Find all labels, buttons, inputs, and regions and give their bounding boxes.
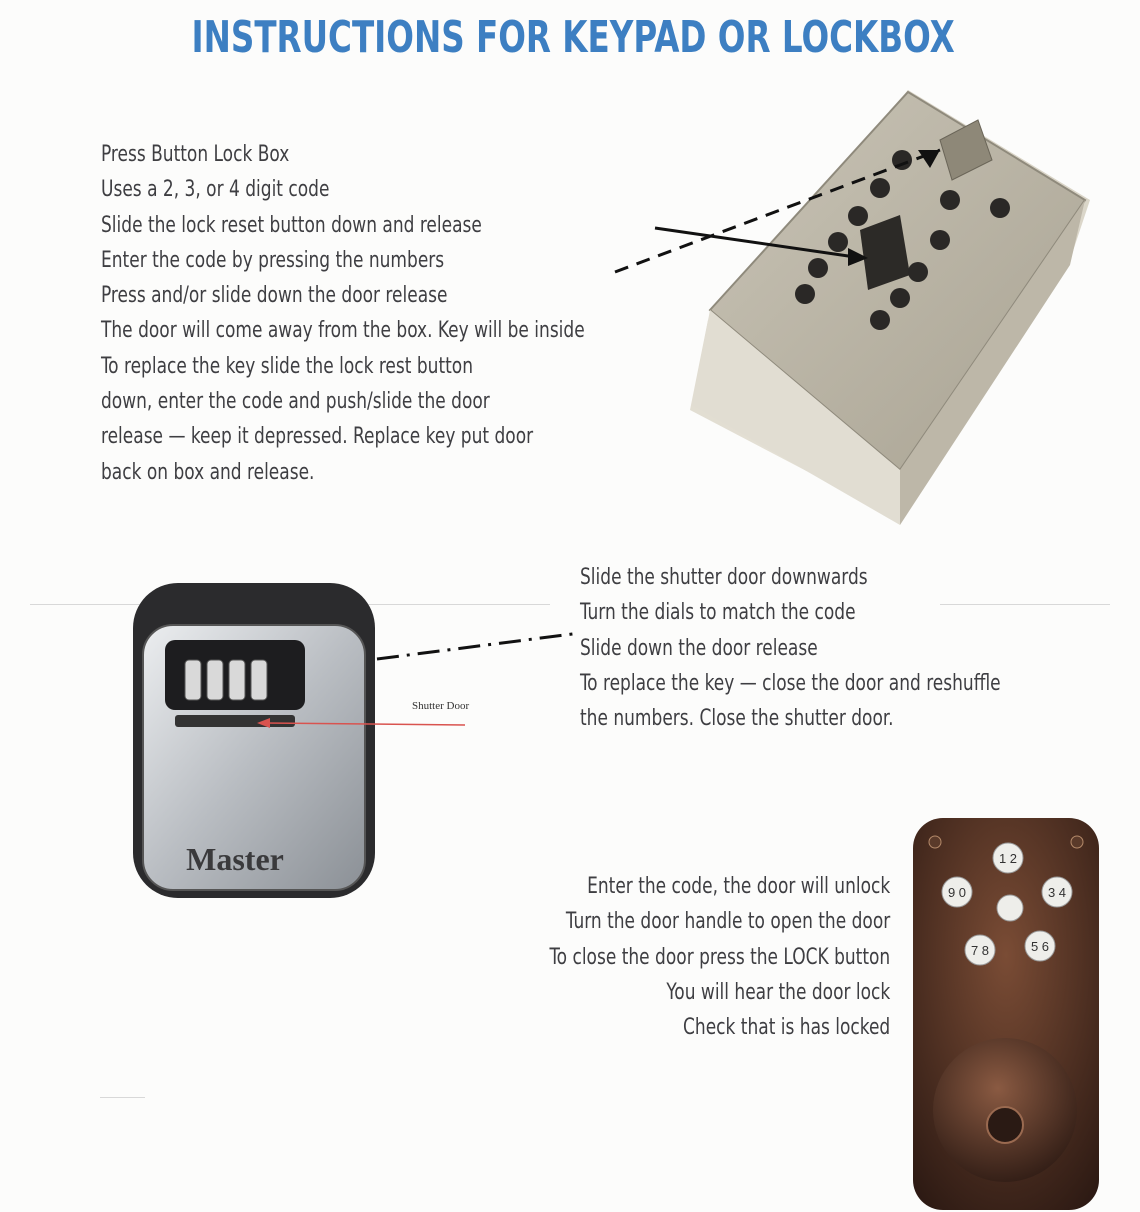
- instruction-line: To replace the key slide the lock rest button: [101, 353, 473, 379]
- push-button-instructions: [101, 137, 585, 490]
- instruction-line: Slide the shutter door downwards: [580, 565, 868, 590]
- push-button-lockbox-image: [600, 80, 1100, 530]
- instruction-line: Slide the lock reset button down and release: [101, 212, 482, 238]
- instruction-line: back on box and release.: [101, 459, 315, 485]
- keypad-button-56: 5 6: [1030, 939, 1050, 954]
- divider: [100, 1097, 145, 1098]
- instruction-line: Uses a 2, 3, or 4 digit code: [101, 177, 330, 203]
- keypad-button-90: 9 0: [947, 885, 967, 900]
- keypad-instructions: [549, 869, 890, 1045]
- keypad-button-78: 7 8: [970, 943, 990, 958]
- keypad-button-12: 1 2: [998, 851, 1018, 866]
- instruction-line: the numbers. Close the shutter door.: [580, 706, 894, 732]
- instruction-line: To close the door press the LOCK button: [549, 944, 890, 970]
- instruction-line: down, enter the code and push/slide the door: [101, 389, 490, 415]
- instruction-line: You will hear the door lock: [666, 979, 890, 1005]
- instruction-line: Press Button Lock Box: [101, 142, 290, 167]
- dial-lockbox-instructions: [580, 560, 1001, 736]
- dial-lockbox-image: [125, 575, 585, 910]
- instruction-line: Press and/or slide down the door release: [101, 283, 448, 309]
- instruction-line: The door will come away from the box. Key will be inside: [101, 318, 585, 344]
- keypad-deadbolt-image: [905, 810, 1105, 1210]
- keypad-button-34: 3 4: [1047, 885, 1067, 900]
- instruction-line: release — keep it depressed. Replace key put door: [101, 424, 534, 450]
- shutter-door-caption: Shutter Door: [412, 700, 470, 712]
- instruction-line: Slide down the door release: [580, 635, 818, 661]
- instruction-line: Check that is has locked: [682, 1015, 890, 1041]
- instruction-line: Turn the door handle to open the door: [565, 909, 890, 935]
- master-logo: Master: [186, 841, 284, 877]
- instruction-line: Enter the code, the door will unlock: [586, 874, 890, 899]
- instruction-line: Enter the code by pressing the numbers: [101, 247, 445, 273]
- page-title: INSTRUCTIONS FOR KEYPAD OR LOCKBOX: [191, 12, 955, 63]
- instruction-line: To replace the key — close the door and reshuffle: [580, 670, 1001, 696]
- instruction-line: Turn the dials to match the code: [580, 600, 856, 626]
